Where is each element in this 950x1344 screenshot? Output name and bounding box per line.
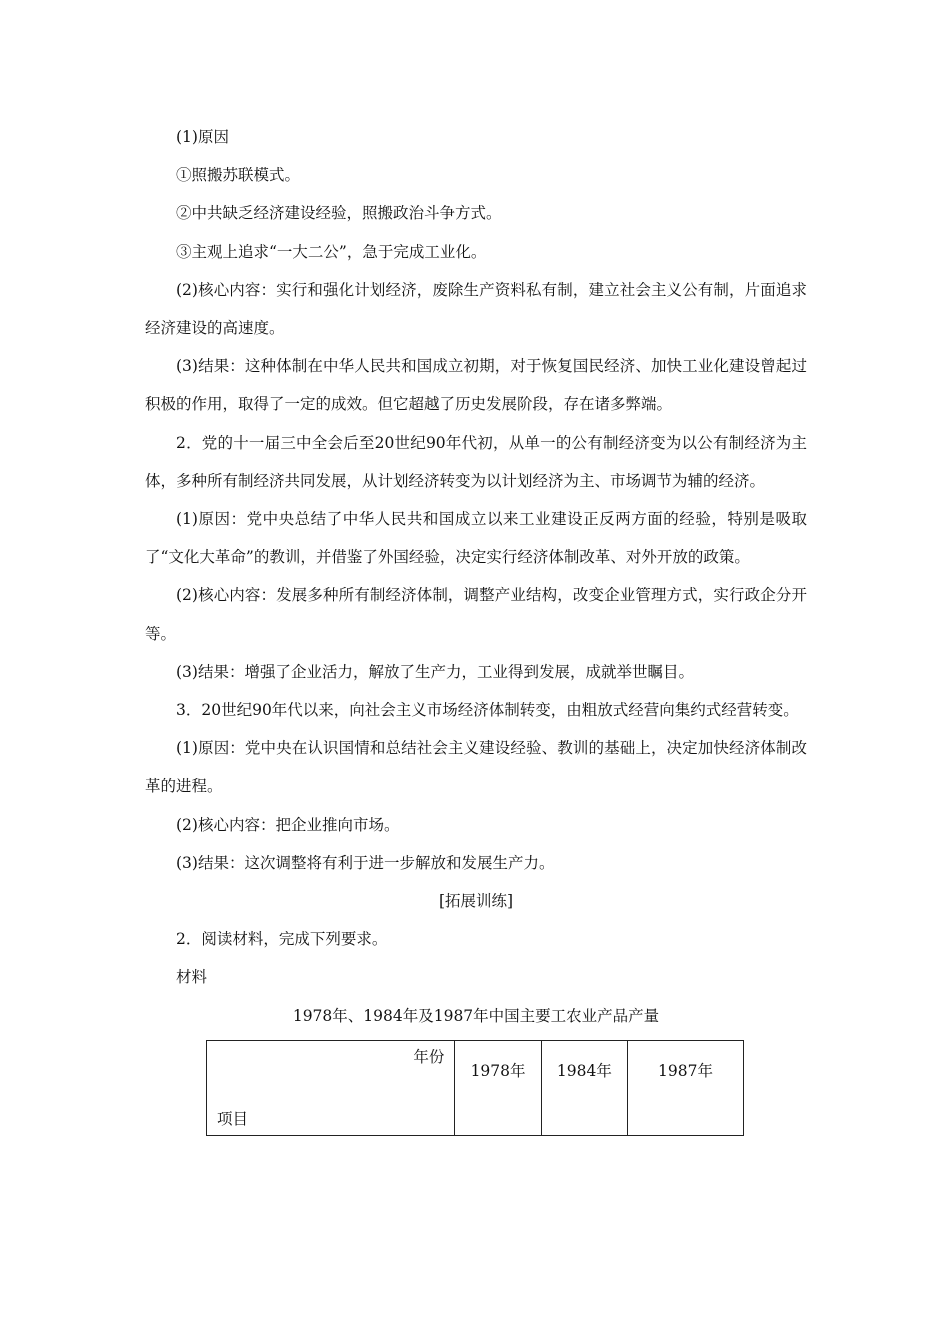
- corner-item-label: 项目: [217, 1109, 249, 1128]
- body-paragraphs: [145, 118, 807, 882]
- paragraph: 2．党的十一届三中全会后至20世纪90年代初，从单一的公有制经济变为以公有制经济为主体，多种所有制经济共同发展，从计划经济转变为以计划经济为主、市场调节为辅的经济。: [145, 433, 807, 490]
- table-corner-cell: [207, 1040, 455, 1135]
- paragraph: (1)原因: [176, 128, 229, 146]
- paragraph: (2)核心内容：把企业推向市场。: [176, 815, 400, 834]
- paragraph: ②中共缺乏经济建设经验，照搬政治斗争方式。: [176, 204, 502, 223]
- paragraph: ①照搬苏联模式。: [176, 166, 301, 185]
- question-text: 2．阅读材料，完成下列要求。: [176, 930, 388, 949]
- paragraph: (3)结果：这种体制在中华人民共和国成立初期，对于恢复国民经济、加快工业化建设曾起过积极的作用，取得了一定的成效。但它超越了历史发展阶段，存在诸多弊端。: [145, 357, 807, 414]
- table-header-row: [207, 1040, 744, 1135]
- table-title: 1978年、1984年及1987年中国主要工农业产品产量: [292, 1006, 660, 1025]
- document-page: [145, 118, 807, 1136]
- paragraph: (3)结果：增强了企业活力，解放了生产力，工业得到发展，成就举世瞩目。: [176, 662, 694, 681]
- column-header: 1984年: [541, 1040, 627, 1135]
- corner-year-label: 年份: [413, 1047, 445, 1066]
- paragraph: (3)结果：这次调整将有利于进一步解放和发展生产力。: [176, 853, 555, 872]
- paragraph: (2)核心内容：实行和强化计划经济，废除生产资料私有制，建立社会主义公有制，片面追求经济建设的高速度。: [145, 280, 807, 338]
- production-table: [206, 1040, 744, 1136]
- paragraph: (1)原因：党中央总结了中华人民共和国成立以来工业建设正反两方面的经验，特别是吸取了“文化大革命”的教训，并借鉴了外国经验，决定实行经济体制改革、对外开放的政策。: [145, 510, 807, 567]
- paragraph: (2)核心内容：发展多种所有制经济体制，调整产业结构，改变企业管理方式，实行政企分开等。: [145, 586, 807, 643]
- paragraph: ③主观上追求“一大二公”，急于完成工业化。: [176, 242, 487, 261]
- paragraph: 3．20世纪90年代以来，向社会主义市场经济体制转变，由粗放式经营向集约式经营转变。: [176, 701, 799, 720]
- section-heading: [拓展训练]: [438, 892, 514, 911]
- column-header: 1978年: [455, 1040, 541, 1135]
- paragraph: (1)原因：党中央在认识国情和总结社会主义建设经验、教训的基础上，决定加快经济体制改革的进程。: [145, 739, 807, 796]
- material-label: 材料: [176, 968, 208, 987]
- column-header: 1987年: [628, 1040, 744, 1135]
